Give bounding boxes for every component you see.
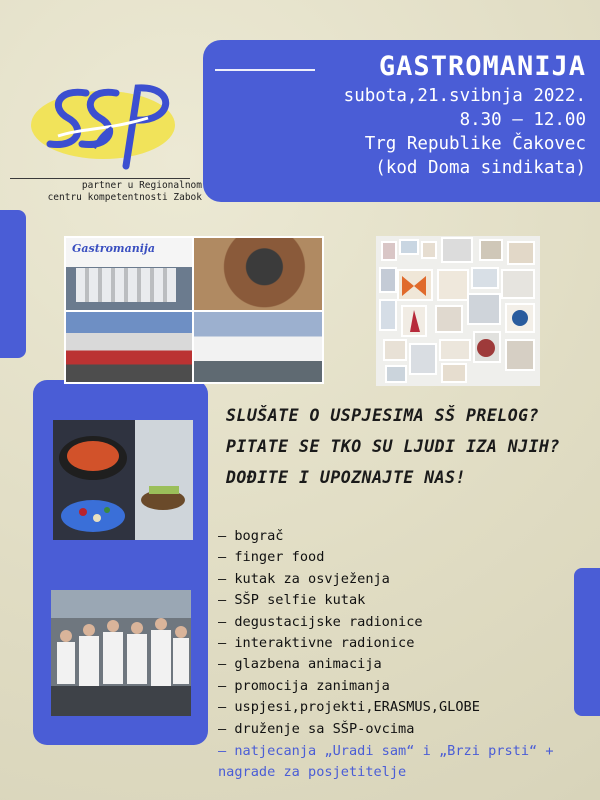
collage-crowd-photo: [66, 312, 192, 382]
food-photo: [53, 420, 193, 540]
partner-line-2: centru kompetentnosti Zabok: [47, 192, 202, 203]
left-decorative-tab: [0, 210, 26, 358]
event-date: subota,21.svibnja 2022.: [343, 86, 586, 106]
partner-text: [6, 180, 202, 204]
event-place: Trg Republike Čakovec: [364, 134, 586, 154]
logo-divider: [10, 178, 190, 179]
header-accent-line: [215, 69, 315, 71]
list-item: – promocija zanimanja: [218, 677, 390, 694]
list-item: – kutak za osvježenja: [218, 570, 390, 587]
list-item: – uspjesi,projekti,ERASMUS,GLOBE: [218, 699, 480, 716]
activities-list: [218, 526, 588, 740]
ssp-logo-icon: [28, 78, 178, 173]
list-item: – druženje sa SŠP-ovcima: [218, 720, 415, 737]
event-header-card: [203, 40, 600, 202]
collage-team-photo: [66, 238, 192, 310]
collage-chefs-photo: [194, 312, 322, 382]
competitions-note: – natjecanja „Uradi sam“ i „Brzi prsti“ + nagrade za posjetitelje: [218, 743, 554, 781]
tagline-text: SLUŠATE O USPJESIMA SŠ PRELOG? PITATE SE TKO SU LJUDI IZA NJIH? DOĐITE I UPOZNAJTE NAS!: [226, 406, 560, 487]
partner-line-1: partner u Regionalnom: [81, 180, 202, 191]
event-time: 8.30 – 12.00: [459, 110, 586, 130]
list-item: – degustacijske radionice: [218, 613, 423, 630]
list-item: – SŠP selfie kutak: [218, 592, 366, 609]
collage-cauldron-photo: [194, 238, 322, 310]
group-photo: [51, 590, 191, 716]
art-wall-photo: [376, 236, 540, 386]
list-item: – finger food: [218, 549, 325, 566]
event-photo-collage: [64, 236, 324, 384]
list-item: – bograč: [218, 528, 284, 544]
list-item: – glazbena animacija: [218, 656, 382, 673]
list-item: – interaktivne radionice: [218, 635, 415, 652]
event-place-note: (kod Doma sindikata): [375, 158, 586, 178]
collage-banner-text: Gastromanija: [72, 242, 155, 255]
event-title: GASTROMANIJA: [378, 51, 586, 82]
